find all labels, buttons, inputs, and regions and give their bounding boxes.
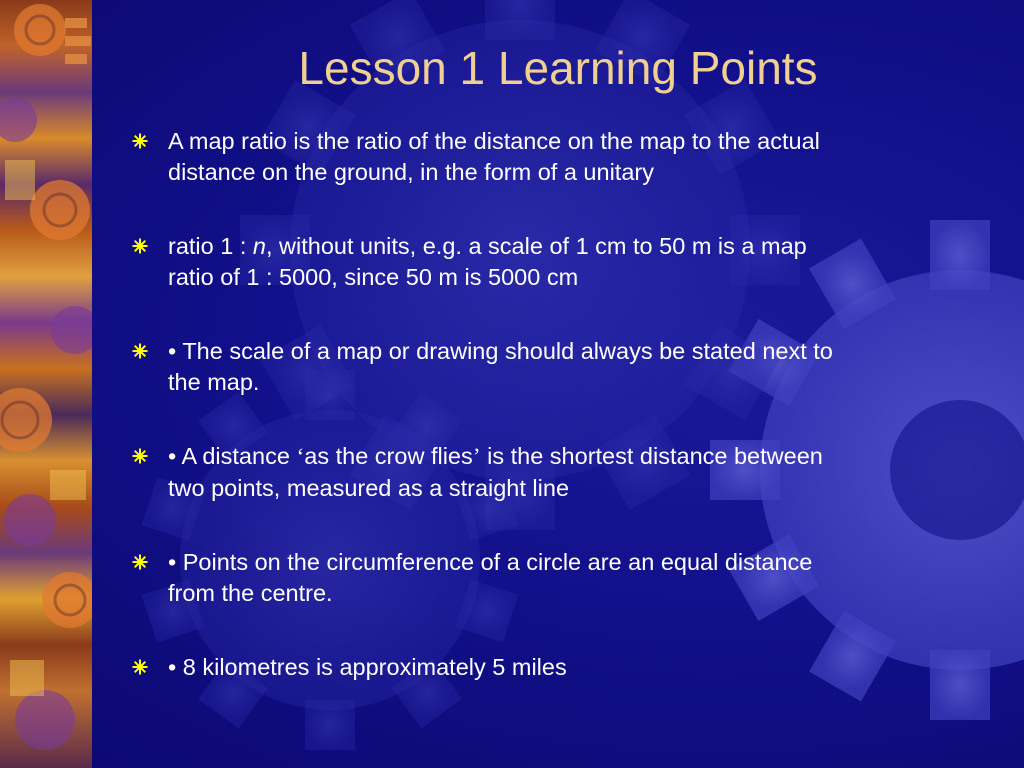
bullet-text-line: from the centre. (168, 580, 333, 606)
quote-mark: ’ (472, 444, 481, 470)
bullet-text-segment: , without units, e.g. a scale of 1 cm to 50 m is a map (265, 233, 807, 259)
list-item (128, 126, 988, 188)
bullet-text-line: distance on the ground, in the form of a unitary (168, 159, 654, 185)
starburst-bullet-icon (132, 659, 148, 675)
starburst-bullet-icon (132, 133, 148, 149)
bullet-text-segment: • A distance (168, 443, 297, 469)
bullet-text-line: two points, measured as a straight line (168, 475, 570, 501)
decorative-side-strip (0, 0, 92, 768)
strip-gears (0, 0, 92, 768)
bullet-text-segment: ratio 1 : (168, 233, 253, 259)
bullet-text-line (168, 441, 988, 473)
list-item (128, 231, 988, 293)
bullet-text-italic: n (252, 233, 266, 259)
bullet-text-line: the map. (168, 369, 260, 395)
list-item (128, 441, 988, 504)
bullet-text-line: A map ratio is the ratio of the distance on the map to the actual (168, 128, 820, 154)
starburst-bullet-icon (132, 343, 148, 359)
bullet-text-segment: is the shortest distance between (480, 443, 823, 469)
list-item (128, 336, 988, 398)
bullet-text-line: • 8 kilometres is approximately 5 miles (168, 654, 567, 680)
list-item (128, 652, 988, 683)
bullet-text-line (168, 231, 988, 262)
bullet-text-line: • Points on the circumference of a circle are an equal distance (168, 549, 813, 575)
slide-title: Lesson 1 Learning Points (298, 42, 818, 94)
bullet-text-line: ratio of 1 : 5000, since 50 m is 5000 cm (168, 264, 579, 290)
starburst-bullet-icon (132, 554, 148, 570)
starburst-bullet-icon (132, 448, 148, 464)
list-item (128, 547, 988, 609)
bullet-text-segment: as the crow flies (304, 443, 473, 469)
quote-mark: ‘ (296, 444, 305, 470)
bullet-text-line: • The scale of a map or drawing should always be stated next to (168, 338, 833, 364)
bullet-list (128, 126, 988, 726)
starburst-bullet-icon (132, 238, 148, 254)
